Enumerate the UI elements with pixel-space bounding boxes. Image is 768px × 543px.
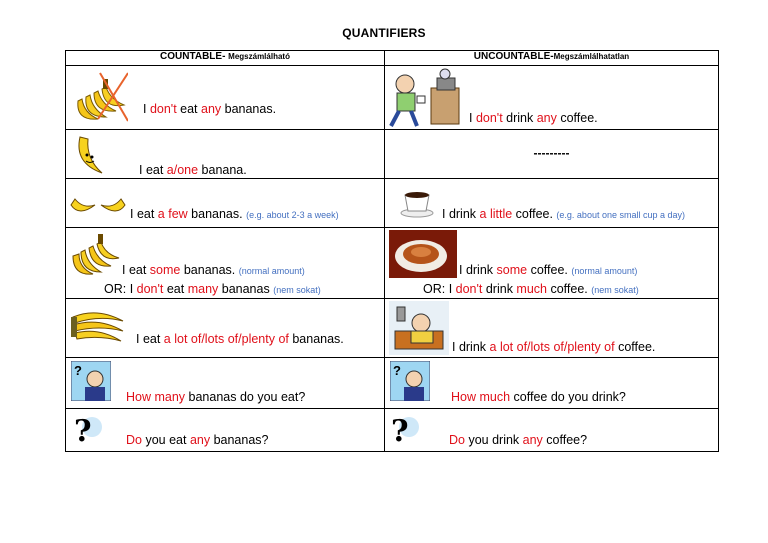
quantifiers-table [65,50,719,452]
countable-cell [66,66,385,130]
countable-sentence: I eat some bananas. (normal amount) [122,263,305,277]
table-row [66,228,719,299]
countable-or-sentence: OR: I don't eat many bananas (nem sokat) [104,282,321,296]
countable-header-sub: Megszámlálható [228,52,290,61]
banana-bunch-icon [69,230,121,278]
uncountable-cell [385,130,719,179]
table-header-row [66,51,719,66]
table-row [66,66,719,130]
countable-sentence: I eat a lot of/lots of/plenty of bananas. [136,332,344,346]
question-mark-icon [389,413,423,447]
countable-header-main: COUNTABLE- [160,51,229,62]
uncountable-sentence: I drink some coffee. (normal amount) [459,263,638,277]
countable-cell [66,409,385,452]
uncountable-cell [385,299,719,358]
no-form-dashes: --------- [533,146,570,160]
uncountable-header-sub: Megszámlálhatatlan [553,52,630,61]
countable-cell [66,228,385,299]
table-row [66,179,719,228]
question-man-icon [71,361,111,401]
uncountable-cell [385,66,719,130]
two-bananas-icon [69,187,127,219]
uncountable-sentence: How much coffee do you drink? [451,390,626,404]
table-row [66,130,719,179]
svg-text:?: ? [393,363,401,378]
countable-cell [66,358,385,409]
page-title: QUANTIFIERS [342,26,426,40]
countable-sentence: I eat a few bananas. (e.g. about 2-3 a week) [130,207,339,221]
countable-sentence: I eat a/one banana. [139,163,247,177]
countable-sentence: Do you eat any bananas? [126,433,269,447]
countable-cell [66,130,385,179]
uncountable-cell [385,179,719,228]
table-row [66,299,719,358]
coffee-cup-icon [399,185,435,219]
tired-man-coffee-icon [389,301,449,355]
svg-text:?: ? [74,414,92,447]
uncountable-cell [385,409,719,452]
uncountable-sentence: Do you drink any coffee? [449,433,588,447]
uncountable-sentence: I drink a lot of/lots of/plenty of coffee. [452,340,656,354]
red-coffee-cup-icon [389,230,457,278]
svg-text:?: ? [74,363,82,378]
question-mark-icon [72,413,106,447]
uncountable-sentence: I drink a little coffee. (e.g. about one small cup a day) [442,207,685,221]
countable-sentence: How many bananas do you eat? [126,390,306,404]
uncountable-cell [385,358,719,409]
table-row [66,409,719,452]
countable-sentence: I don't eat any bananas. [143,102,277,116]
countable-cell [66,179,385,228]
single-banana-icon [72,133,108,175]
countable-header [66,51,385,66]
countable-cell [66,299,385,358]
uncountable-cell [385,228,719,299]
uncountable-header [385,51,719,66]
uncountable-or-sentence: OR: I don't drink much coffee. (nem sokat) [423,282,639,296]
uncountable-sentence: I don't drink any coffee. [469,111,598,125]
bananas-pile-icon [69,303,127,349]
coffee-machine-man-icon [387,68,469,128]
banana-bunch-crossed-icon [70,69,128,123]
question-man-icon [390,361,430,401]
table-row [66,358,719,409]
svg-text:?: ? [391,414,409,447]
uncountable-header-main: UNCOUNTABLE- [473,51,554,62]
